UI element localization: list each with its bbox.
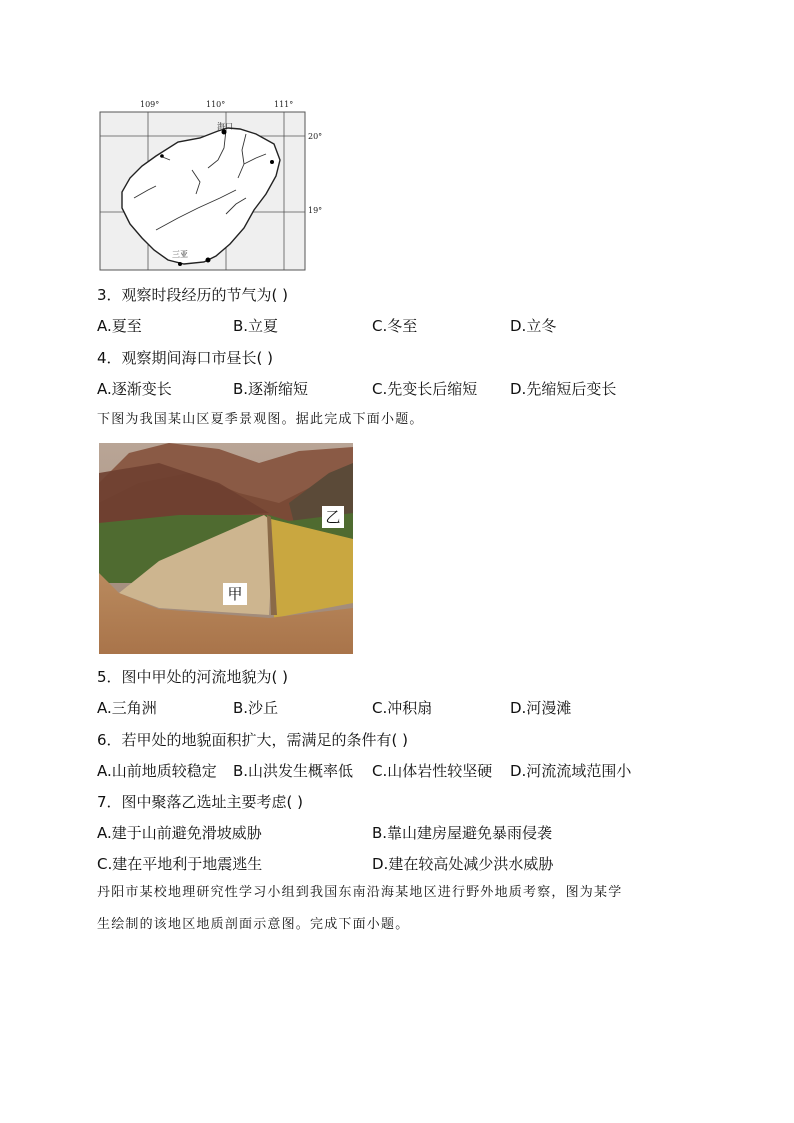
q3-option-d: D.立冬: [510, 317, 557, 335]
intro-paragraph-2-line-1: 丹阳市某校地理研究性学习小组到我国东南沿海某地区进行野外地质考察，图为某学: [97, 885, 623, 900]
q7-option-d: D.建在较高处减少洪水威胁: [372, 855, 554, 873]
question-4-stem: 4．观察期间海口市昼长( ): [97, 349, 274, 367]
lat-label-19: 19°: [308, 206, 323, 215]
question-7-stem: 7．图中聚落乙选址主要考虑( ): [97, 793, 304, 811]
label-jia-box: [223, 583, 247, 605]
label-yi-box: [322, 506, 344, 528]
intro-paragraph-1: 下图为我国某山区夏季景观图。据此完成下面小题。: [97, 412, 424, 427]
q5-option-a: A.三角洲: [97, 699, 157, 717]
hainan-map: [96, 98, 328, 274]
lon-label-109: 109°: [140, 100, 160, 109]
q4-option-a: A.逐渐变长: [97, 380, 172, 398]
question-5-stem: 5．图中甲处的河流地貌为( ): [97, 668, 289, 686]
lon-label-111: 111°: [274, 100, 294, 109]
q7-option-c: C.建在平地利于地震逃生: [97, 855, 263, 873]
q5-option-d: D.河漫滩: [510, 699, 572, 717]
sanya-dot: [206, 258, 211, 263]
q3-option-c: C.冬至: [372, 317, 418, 335]
q5-option-c: C.冲积扇: [372, 699, 433, 717]
intro-paragraph-2-line-2: 生绘制的该地区地质剖面示意图。完成下面小题。: [97, 917, 410, 932]
question-6-stem: 6．若甲处的地貌面积扩大，需满足的条件有( ): [97, 731, 409, 749]
landscape-photo: [99, 443, 353, 654]
q7-option-b: B.靠山建房屋避免暴雨侵袭: [372, 824, 553, 842]
city-label-haikou: 海口: [217, 122, 233, 131]
label-jia: 甲: [227, 585, 243, 603]
q4-option-c: C.先变长后缩短: [372, 380, 478, 398]
q3-option-b: B.立夏: [233, 317, 279, 335]
alluvial-fan-illustration: [99, 443, 353, 654]
q6-option-d: D.河流流域范围小: [510, 762, 632, 780]
hainan-map-figure: [96, 98, 328, 274]
q6-option-a: A.山前地质较稳定: [97, 762, 217, 780]
q3-option-a: A.夏至: [97, 317, 142, 335]
q6-option-c: C.山体岩性较坚硬: [372, 762, 493, 780]
lat-label-20: 20°: [308, 132, 323, 141]
q4-option-b: B.逐渐缩短: [233, 380, 309, 398]
lon-label-110: 110°: [206, 100, 226, 109]
q5-option-b: B.沙丘: [233, 699, 279, 717]
q6-option-b: B.山洪发生概率低: [233, 762, 354, 780]
q4-option-d: D.先缩短后变长: [510, 380, 617, 398]
question-3-stem: 3．观察时段经历的节气为( ): [97, 286, 289, 304]
city-label-sanya: 三亚: [172, 250, 188, 259]
q7-option-a: A.建于山前避免滑坡威胁: [97, 824, 262, 842]
label-yi: 乙: [325, 508, 341, 526]
